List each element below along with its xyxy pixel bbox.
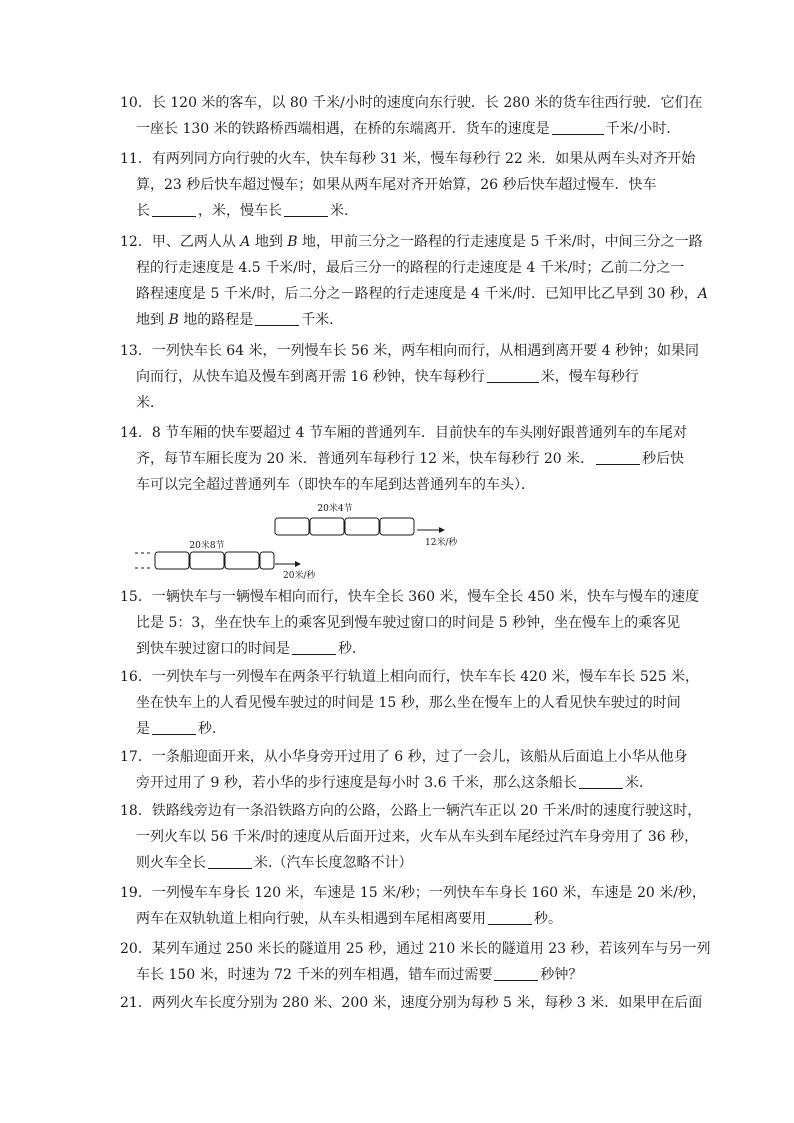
question-19	[120, 880, 706, 932]
question-21	[120, 990, 703, 1016]
q19-line-1: 19．一列慢车车身长 120 米，车速是 15 米/秒；一列快车车身长 160 米，车速是 20 米/秒，	[120, 885, 706, 901]
question-13	[120, 338, 700, 416]
top-train-car	[310, 518, 344, 535]
q15-line-1: 15．一辆快车与一辆慢车相向而行，快车全长 360 米，慢车全长 450 米，快车与慢车的速度	[120, 589, 700, 605]
question-14	[120, 420, 687, 498]
q17-line-2: 旁开过用了 9 秒，若小华的步行速度是每小时 3.6 千米，那么这条船长 米．	[136, 775, 653, 791]
q18-line-1: 18．铁路线旁边有一条沿铁路方向的公路，公路上一辆汽车正以 20 千米/时的速度行驶这时，	[120, 803, 702, 819]
train-diagram	[135, 500, 475, 580]
q15-line-3: 到快车驶过窗口的时间是 秒．	[136, 641, 366, 657]
q11-line-3: 长 ，米，慢车长 米．	[136, 203, 358, 219]
q16-line-3: 是 秒．	[136, 721, 226, 737]
q20-line-1: 20．某列车通过 250 米长的隧道用 25 秒，通过 210 米长的隧道用 23 秒，若该列车与另一列	[120, 941, 711, 957]
answer-blank[interactable]	[552, 133, 604, 135]
q12-line-2: 程的行走速度是 4.5 千米/时，最后三分一的路程的行走速度是 4 千米/时；乙前二分之一	[136, 260, 685, 276]
q10-line-1: 10．长 120 米的客车，以 80 千米/小时的速度向东行驶．长 280 米的货车往西行驶．它们在	[120, 95, 703, 111]
bottom-arrow-head	[295, 561, 301, 567]
bottom-train	[155, 552, 274, 569]
q14-line-1: 14．8 节车厢的快车要超过 4 节车厢的普通列车．目前快车的车头刚好跟普通列车的车尾对	[120, 425, 687, 441]
question-17	[120, 744, 688, 796]
top-train	[275, 518, 414, 535]
train-diagram-svg	[135, 500, 475, 580]
q10-line-2: 一座长 130 米的铁路桥西端相遇，在桥的东端离开．货车的速度是 千米/小时．	[136, 121, 681, 137]
q14-line-2: 齐，每节车厢长度为 20 米．普通列车每秒行 12 米，快车每秒行 20 米． 秒后快	[136, 451, 685, 467]
question-15	[120, 584, 700, 662]
answer-blank[interactable]	[284, 215, 328, 217]
answer-blank[interactable]	[494, 979, 538, 981]
q13-line-2: 向而行，从快车追及慢车到离开需 16 秒钟，快车每秒行 米，慢车每秒行	[136, 369, 639, 385]
bottom-train-car	[190, 552, 224, 569]
q11-line-1: 11．有两列同方向行驶的火车，快车每秒 31 米，慢车每秒行 22 米．如果从两车头对齐开始	[120, 151, 696, 167]
answer-blank[interactable]	[487, 381, 539, 383]
answer-blank[interactable]	[579, 787, 623, 789]
q20-line-2: 车长 150 米，时速为 72 千米的列车相遇，错车而过需要 秒钟？	[136, 967, 583, 983]
question-12	[120, 229, 708, 333]
question-10	[120, 90, 703, 142]
question-20	[120, 936, 711, 988]
top-train-car	[275, 518, 309, 535]
question-18	[120, 798, 702, 876]
q12-line-4: 地到 B 地的路程是 千米．	[136, 312, 344, 328]
answer-blank[interactable]	[292, 653, 336, 655]
q16-line-1: 16．一列快车与一列慢车在两条平行轨道上相向而行，快车车长 420 米，慢车车长 525 米，	[120, 669, 700, 685]
q14-line-3: 车可以完全超过普通列车（即快车的车尾到达普通列车的车头）．	[136, 477, 535, 493]
q19-line-2: 两车在双轨轨道上相向行驶，从车头相遇到车尾相离要用 秒。	[136, 911, 562, 927]
answer-blank[interactable]	[152, 733, 196, 735]
q17-line-1: 17．一条船迎面开来，从小华身旁开过用了 6 秒，过了一会儿，该船从后面追上小华从他身	[120, 749, 688, 765]
top-train-speed: 12米/秒	[425, 538, 458, 548]
q13-line-3: 米．	[136, 395, 164, 411]
q16-line-2: 坐在快车上的人看见慢车驶过的时间是 15 秒，那么坐在慢车上的人看见快车驶过的时间	[136, 695, 681, 711]
q18-line-2: 一列火车以 56 千米/时的速度从后面开过来，火车从车头到车尾经过汽车身旁用了 36 秒，	[136, 829, 699, 845]
answer-blank[interactable]	[152, 215, 196, 217]
question-11	[120, 146, 696, 224]
answer-blank[interactable]	[596, 463, 640, 465]
q11-line-2: 算，23 秒后快车超过慢车；如果从两车尾对齐开始算，26 秒后快车超过慢车．快车	[136, 177, 657, 193]
q15-line-2: 比是 5：3，坐在快车上的乘客见到慢车驶过窗口的时间是 5 秒钟，坐在慢车上的乘客见	[136, 615, 681, 631]
q12-line-1: 12．甲、乙两人从 A 地到 B 地，甲前三分之一路程的行走速度是 5 千米/时，中间三分之一路	[120, 234, 703, 250]
top-train-label: 20米4节	[317, 504, 353, 514]
answer-blank[interactable]	[208, 867, 252, 869]
q13-line-1: 13．一列快车长 64 米，一列慢车长 56 米，两车相向而行，从相遇到离开要 4 秒钟；如果同	[120, 343, 700, 359]
answer-blank[interactable]	[488, 923, 532, 925]
bottom-train-car	[225, 552, 259, 569]
q21-line-1: 21．两列火车长度分别为 280 米、200 米，速度分别为每秒 5 米，每秒 3 米．如果甲在后面	[120, 995, 703, 1011]
bottom-train-speed: 20米/秒	[283, 571, 316, 580]
top-train-car	[345, 518, 379, 535]
bottom-train-label: 20米8节	[189, 541, 225, 551]
q18-line-3: 则火车全长 米.（汽车长度忽略不计）	[136, 855, 413, 871]
top-train-car	[380, 518, 414, 535]
question-16	[120, 664, 700, 742]
bottom-train-car	[155, 552, 189, 569]
bottom-train-car	[260, 552, 274, 569]
q12-line-3: 路程速度是 5 千米/时，后二分之－路程的行走速度是 4 千米/时．已知甲比乙早到 30 秒，A	[136, 286, 708, 302]
top-arrow-head	[439, 527, 445, 533]
answer-blank[interactable]	[255, 324, 299, 326]
